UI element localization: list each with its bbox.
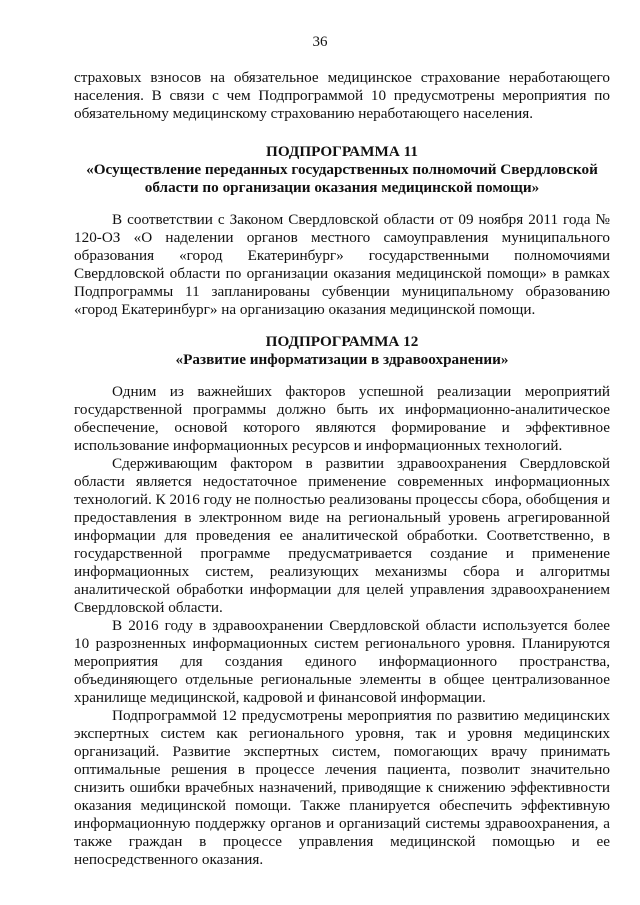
subprogram-12-paragraph-1: Одним из важнейших факторов успешной реализации мероприятий государственной программы должно быть их информационно-аналитическое обеспечение, основой которого являются формирование и эффективное использование информационных ресурсов и информационных технологий. xyxy=(74,383,610,454)
subprogram-12-paragraph-2: Сдерживающим фактором в развитии здравоохранения Свердловской области является недостаточное применение современных информационных технологий. К 2016 году не полностью реализованы процессы сбора, обобщения и предоставления в электронном виде на региональный уровень агрегированной информации для проведения ее аналитической обработки. Соответственно, в государственной программе предусматривается создание и применение информационных систем, реализующих механизмы сбора и алгоритмы аналитической обработки информации для целей управления здравоохранением Свердловской области. xyxy=(74,455,610,616)
subprogram-11-title: ПОДПРОГРАММА 11 xyxy=(266,143,418,160)
subprogram-11-subtitle: «Осуществление переданных государственных полномочий Свердловской области по организации оказания медицинской помощи» xyxy=(86,161,598,196)
subprogram-12-title: ПОДПРОГРАММА 12 xyxy=(265,333,419,350)
page-number: 36 xyxy=(312,34,328,50)
subprogram-12-paragraph-3: В 2016 году в здравоохранении Свердловской области используется более 10 разрозненных информационных систем регионального уровня. Планируются мероприятия для создания единого информационного пространства, объединяющего отдельные региональные элементы в общее централизованное хранилище медицинской, кадровой и финансовой информации. xyxy=(74,617,610,706)
subprogram-12-subtitle: «Развитие информатизации в здравоохранении» xyxy=(175,351,509,368)
subprogram-12-paragraph-4: Подпрограммой 12 предусмотрены мероприятия по развитию медицинских экспертных систем как регионального уровня, так и уровня медицинских организаций. Развитие экспертных систем, помогающих врачу принимать оптимальные решения в процессе лечения пациента, позволит значительно снизить ошибки врачебных назначений, приводящие к снижению эффективности оказания медицинской помощи. Также планируется обеспечить эффективную информационную поддержку органов и организаций системы здравоохранения, а также граждан в процессе управления медицинской помощью и ее непосредственного оказания. xyxy=(74,707,610,868)
intro-paragraph: страховых взносов на обязательное медицинское страхование неработающего населения. В связи с чем Подпрограммой 10 предусмотрены мероприятия по обязательному медицинскому страхованию неработающего населения. xyxy=(74,69,610,122)
subprogram-11-paragraph: В соответствии с Законом Свердловской области от 09 ноября 2011 года № 120-ОЗ «О наделении органов местного самоуправления муниципального образования «город Екатеринбург» государственными полномочиями Свердловской области по организации оказания медицинской помощи» в рамках Подпрограммы 11 запланированы субвенции муниципальному образованию «город Екатеринбург» на организацию оказания медицинской помощи. xyxy=(74,211,610,318)
